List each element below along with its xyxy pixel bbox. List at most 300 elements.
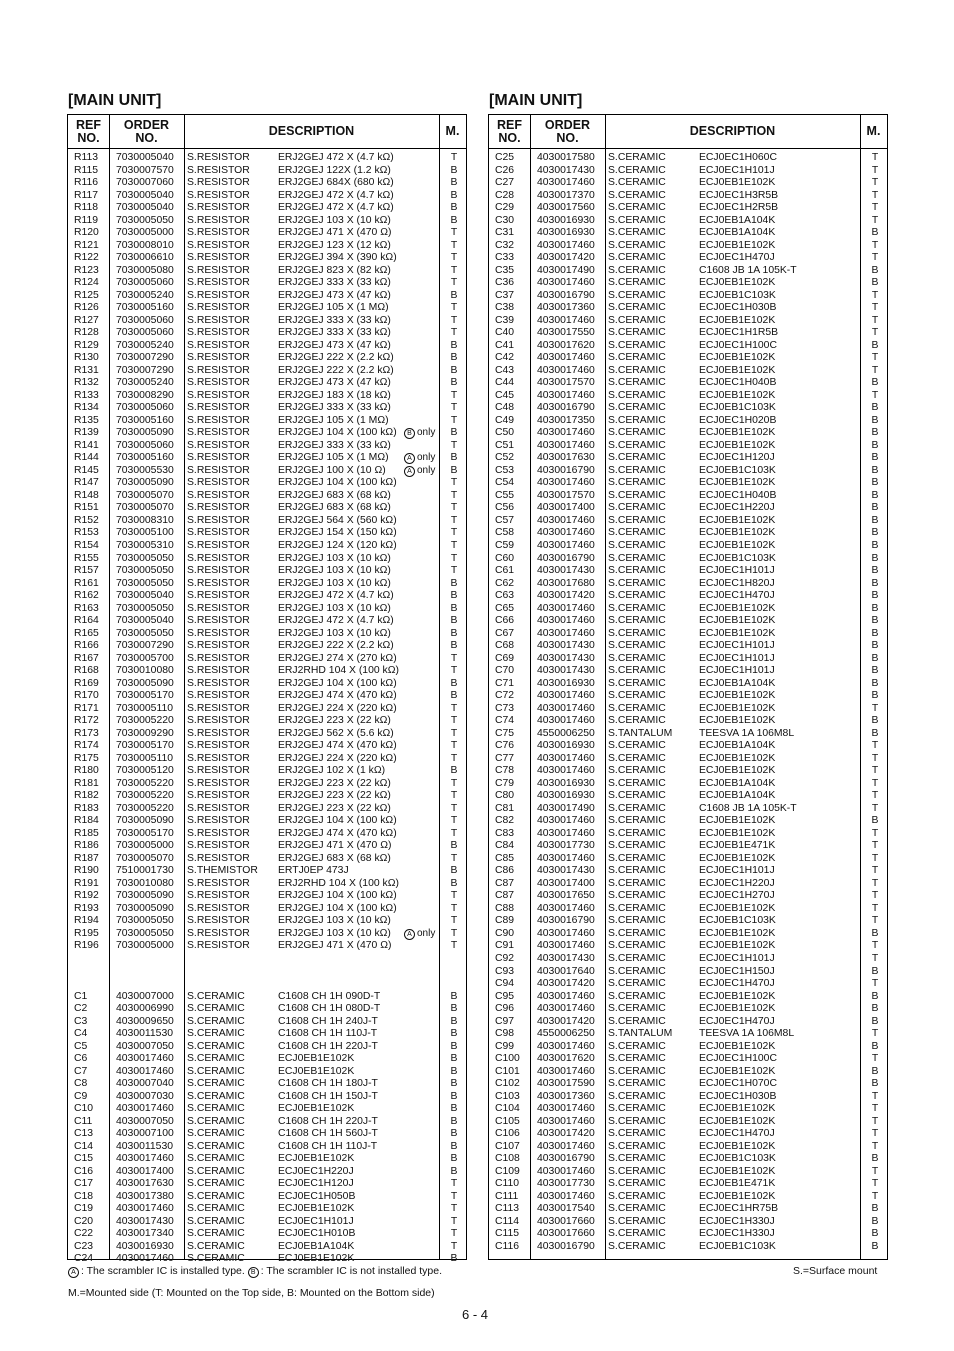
- part-type-cell: S.RESISTOR: [187, 352, 250, 364]
- ref-no-cell: C5: [74, 1040, 88, 1052]
- mounted-side-cell: T: [450, 1203, 458, 1215]
- order-no-cell: 4030017730: [537, 840, 595, 852]
- order-no-cell: 7030005310: [116, 539, 174, 551]
- part-value-cell: ECJ0EB1E102K: [699, 1103, 776, 1115]
- part-type-cell: S.CERAMIC: [608, 865, 666, 877]
- part-value-cell: ECJ0EC1H060C: [699, 152, 777, 163]
- part-type-cell: S.CERAMIC: [608, 1215, 666, 1227]
- part-type-cell: S.CERAMIC: [608, 940, 666, 952]
- part-type-cell: S.CERAMIC: [608, 802, 666, 814]
- order-no-cell: 7030005060: [116, 402, 174, 414]
- mounted-side-cell: B: [871, 464, 879, 476]
- part-type-cell: S.CERAMIC: [608, 202, 666, 214]
- mounted-side-cell: T: [871, 152, 879, 163]
- order-no-cell: 4030017460: [537, 702, 595, 714]
- table-row: [489, 340, 887, 353]
- table-row: [489, 377, 887, 390]
- mounted-side-cell: B: [871, 1153, 879, 1165]
- part-type-cell: S.CERAMIC: [608, 640, 666, 652]
- part-type-cell: S.RESISTOR: [187, 164, 250, 176]
- part-type-cell: S.CERAMIC: [608, 1065, 666, 1077]
- part-value-cell: ERJ2GEJ 104 X (100 kΩ): [278, 677, 397, 689]
- page-number: 6 - 4: [462, 1307, 489, 1322]
- order-no-cell: 4030017460: [537, 927, 595, 939]
- ref-no-cell: R132: [74, 377, 99, 389]
- part-type-cell: S.RESISTOR: [187, 577, 250, 589]
- order-no-cell: 7030007060: [116, 177, 174, 189]
- ref-no-cell: C70: [495, 665, 515, 677]
- table-row: [68, 828, 466, 841]
- order-no-cell: 7030005120: [116, 765, 174, 777]
- part-type-cell: S.CERAMIC: [608, 927, 666, 939]
- ref-no-cell: R144: [74, 452, 99, 464]
- table-row: [68, 753, 466, 766]
- order-no-cell: 4030017460: [537, 277, 595, 289]
- part-type-cell: S.CERAMIC: [608, 364, 666, 376]
- table-row: [68, 991, 466, 1004]
- ref-no-cell: R163: [74, 602, 99, 614]
- table-row: [68, 427, 466, 440]
- mounted-side-cell: T: [871, 877, 879, 889]
- part-type-cell: S.CERAMIC: [608, 377, 666, 389]
- mounted-side-cell: T: [871, 327, 879, 339]
- order-no-cell: 4030017460: [537, 364, 595, 376]
- ref-no-cell: R123: [74, 264, 99, 276]
- part-type-cell: S.CERAMIC: [608, 389, 666, 401]
- right-section-title: [MAIN UNIT]: [489, 92, 583, 109]
- table-row: [489, 715, 887, 728]
- part-type-cell: S.CERAMIC: [608, 164, 666, 176]
- part-type-cell: S.CERAMIC: [608, 489, 666, 501]
- ref-no-cell: C33: [495, 252, 515, 264]
- mounted-side-cell: B: [450, 1040, 458, 1052]
- mounted-side-cell: B: [871, 339, 879, 351]
- part-type-cell: S.CERAMIC: [608, 239, 666, 251]
- ref-no-cell: R118: [74, 202, 99, 214]
- table-row: [68, 165, 466, 178]
- order-no-cell: 4030016790: [537, 1153, 595, 1165]
- mounted-side-cell: T: [871, 777, 879, 789]
- part-value-cell: ECJ0EB1E102K: [699, 690, 776, 702]
- order-no-cell: 4030017620: [537, 1053, 595, 1065]
- order-no-cell: 4030017380: [116, 1190, 174, 1202]
- ref-no-cell: C103: [495, 1090, 520, 1102]
- mounted-side-cell: T: [450, 552, 458, 564]
- ref-no-cell: R151: [74, 502, 99, 514]
- ref-no-cell: R155: [74, 552, 99, 564]
- table-row: [489, 490, 887, 503]
- order-no-cell: 4030017460: [537, 1140, 595, 1152]
- order-no-cell: 4030016790: [537, 915, 595, 927]
- ref-no-cell: R166: [74, 640, 99, 652]
- ref-no-cell: R120: [74, 227, 99, 239]
- ref-no-cell: C66: [495, 615, 515, 627]
- part-type-cell: S.CERAMIC: [608, 590, 666, 602]
- mounted-side-cell: T: [871, 1053, 879, 1065]
- table-row: [489, 753, 887, 766]
- part-type-cell: S.RESISTOR: [187, 464, 250, 476]
- part-value-cell: ECJ0EC1H100C: [699, 1053, 777, 1065]
- ref-no-cell: C39: [495, 314, 515, 326]
- ref-no-cell: C107: [495, 1140, 520, 1152]
- mounted-side-cell: B: [450, 1078, 458, 1090]
- table-row: [489, 202, 887, 215]
- part-value-cell: ERJ2GEJ 105 X (1 MΩ): [278, 302, 389, 314]
- part-type-cell: S.RESISTOR: [187, 827, 250, 839]
- order-no-cell: 4030017340: [116, 1228, 174, 1240]
- ref-no-cell: R180: [74, 765, 99, 777]
- ref-no-cell: C31: [495, 227, 515, 239]
- mounted-side-cell: T: [450, 502, 458, 514]
- mounted-side-cell: T: [450, 252, 458, 264]
- mounted-side-cell: B: [871, 815, 879, 827]
- table-row: [68, 540, 466, 553]
- order-no-cell: 7030005070: [116, 489, 174, 501]
- scrambler-not-installed-note: : The scrambler IC is not installed type.: [260, 1265, 443, 1277]
- part-value-cell: ERJ2GEJ 224 X (220 kΩ): [278, 752, 397, 764]
- table-row: [68, 327, 466, 340]
- mounted-side-cell: B: [450, 865, 458, 877]
- order-no-cell: 7030005170: [116, 690, 174, 702]
- table-row: [489, 728, 887, 741]
- table-row: [68, 903, 466, 916]
- order-no-cell: 7030008290: [116, 389, 174, 401]
- part-value-cell: ECJ0EC1H1R5B: [699, 327, 779, 339]
- ref-no-cell: C108: [495, 1153, 520, 1165]
- mounted-side-cell: B: [450, 1165, 458, 1177]
- ref-no-cell: R128: [74, 327, 99, 339]
- table-row: [68, 277, 466, 290]
- part-type-cell: S.CERAMIC: [608, 665, 666, 677]
- ref-no-header: REF NO.: [76, 117, 101, 145]
- part-type-cell: S.RESISTOR: [187, 552, 250, 564]
- part-type-cell: S.CERAMIC: [608, 227, 666, 239]
- ref-no-cell: C69: [495, 652, 515, 664]
- ref-no-cell: C48: [495, 402, 515, 414]
- ref-no-cell: R185: [74, 827, 99, 839]
- order-no-cell: 4030017460: [116, 1065, 174, 1077]
- part-type-cell: S.CERAMIC: [608, 527, 666, 539]
- part-type-cell: S.RESISTOR: [187, 527, 250, 539]
- mounted-side-cell: T: [871, 252, 879, 264]
- part-type-cell: S.RESISTOR: [187, 915, 250, 927]
- table-row: [68, 415, 466, 428]
- table-row: [489, 803, 887, 816]
- mounted-side-cell: T: [450, 790, 458, 802]
- table-row: [68, 653, 466, 666]
- table-row: [489, 415, 887, 428]
- order-no-cell: 4030007040: [116, 1078, 174, 1090]
- ref-no-cell: C82: [495, 815, 515, 827]
- part-type-cell: S.CERAMIC: [608, 602, 666, 614]
- ref-no-cell: C102: [495, 1078, 520, 1090]
- table-row: [68, 1216, 466, 1229]
- table-row: [489, 177, 887, 190]
- order-no-cell: 4030017590: [537, 1078, 595, 1090]
- part-value-cell: ERJ2GEJ 684X (680 kΩ): [278, 177, 394, 189]
- table-row: [68, 740, 466, 753]
- table-row: [489, 653, 887, 666]
- part-type-cell: S.CERAMIC: [187, 1240, 245, 1252]
- circle-a-symbol: A: [68, 1267, 79, 1278]
- right-rows: [489, 152, 887, 1253]
- part-value-cell: ERJ2GEJ 683 X (68 kΩ): [278, 852, 391, 864]
- order-no-cell: 4030016790: [537, 552, 595, 564]
- order-no-cell: 4030017400: [116, 1165, 174, 1177]
- order-no-cell: 7030005700: [116, 652, 174, 664]
- part-type-cell: S.RESISTOR: [187, 277, 250, 289]
- ref-no-cell: R168: [74, 665, 99, 677]
- part-type-cell: S.CERAMIC: [608, 852, 666, 864]
- part-type-cell: S.CERAMIC: [608, 877, 666, 889]
- part-type-cell: S.RESISTOR: [187, 565, 250, 577]
- part-type-cell: S.RESISTOR: [187, 740, 250, 752]
- part-type-cell: S.CERAMIC: [608, 252, 666, 264]
- mounted-side-cell: B: [871, 577, 879, 589]
- mounted-side-cell: B: [450, 1003, 458, 1015]
- part-type-cell: S.RESISTOR: [187, 177, 250, 189]
- part-value-cell: ECJ0EB1E102K: [278, 1203, 355, 1215]
- mounted-side-cell: B: [871, 1228, 879, 1240]
- table-row: [489, 1203, 887, 1216]
- mounted-side-cell: T: [450, 152, 458, 163]
- mounted-side-cell: T: [871, 740, 879, 752]
- ref-no-cell: C83: [495, 827, 515, 839]
- part-value-cell: ERJ2GEJ 103 X (10 kΩ): [278, 565, 391, 577]
- mounted-side-header: M.: [866, 124, 881, 138]
- part-type-cell: S.CERAMIC: [608, 1053, 666, 1065]
- table-row: [489, 628, 887, 641]
- mounted-side-cell: B: [871, 665, 879, 677]
- mounted-side-cell: B: [871, 677, 879, 689]
- mounted-side-cell: T: [450, 227, 458, 239]
- mounted-side-cell: T: [450, 477, 458, 489]
- ref-no-cell: C97: [495, 1015, 515, 1027]
- mounted-side-cell: T: [450, 740, 458, 752]
- part-type-cell: S.CERAMIC: [608, 152, 666, 163]
- part-value-cell: ECJ0EB1A104K: [699, 214, 776, 226]
- ref-no-cell: R195: [74, 927, 99, 939]
- part-value-cell: ECJ0EC1H150J: [699, 965, 775, 977]
- part-value-cell: ECJ0EC1H020B: [699, 414, 777, 426]
- ref-no-cell: C4: [74, 1028, 88, 1040]
- table-row: [68, 340, 466, 353]
- part-value-cell: ERJ2GEJ 154 X (150 kΩ): [278, 527, 397, 539]
- order-no-cell: 7030005050: [116, 214, 174, 226]
- ref-no-cell: C115: [495, 1228, 520, 1240]
- table-row: [489, 590, 887, 603]
- mounted-side-cell: B: [450, 1115, 458, 1127]
- table-row: [489, 165, 887, 178]
- table-row: [489, 690, 887, 703]
- ref-no-cell: C105: [495, 1115, 520, 1127]
- order-no-cell: 4030017430: [537, 652, 595, 664]
- mounted-side-cell: T: [450, 890, 458, 902]
- ref-no-cell: R183: [74, 802, 99, 814]
- ref-no-cell: C35: [495, 264, 515, 276]
- part-value-cell: C1608 CH 1H 180J-T: [278, 1078, 378, 1090]
- mounted-side-cell: B: [450, 877, 458, 889]
- table-row: [68, 715, 466, 728]
- part-type-cell: S.TANTALUM: [608, 1028, 673, 1040]
- order-no-cell: 4030017460: [116, 1153, 174, 1165]
- ref-no-cell: C56: [495, 502, 515, 514]
- order-no-cell: 4030017460: [537, 514, 595, 526]
- part-value-cell: ECJ0EC1H030B: [699, 1090, 777, 1102]
- ref-no-cell: C50: [495, 427, 515, 439]
- part-value-cell: C1608 CH 1H 150J-T: [278, 1090, 378, 1102]
- part-value-cell: ERJ2GEJ 683 X (68 kΩ): [278, 489, 391, 501]
- part-type-cell: S.RESISTOR: [187, 189, 250, 201]
- order-no-cell: 4030017460: [537, 602, 595, 614]
- mounted-side-cell: T: [871, 1028, 879, 1040]
- part-value-cell: ERJ2GEJ 104 X (100 kΩ): [278, 477, 397, 489]
- order-no-cell: 7030005000: [116, 940, 174, 952]
- table-row: [68, 1166, 466, 1179]
- part-type-cell: S.CERAMIC: [608, 978, 666, 990]
- ref-no-cell: C40: [495, 327, 515, 339]
- ref-no-cell: C76: [495, 740, 515, 752]
- ref-no-cell: C85: [495, 852, 515, 864]
- table-row: [489, 790, 887, 803]
- ref-no-cell: R184: [74, 815, 99, 827]
- ref-no-cell: C81: [495, 802, 515, 814]
- order-no-cell: 4030011530: [116, 1140, 174, 1152]
- ref-no-cell: C3: [74, 1015, 88, 1027]
- table-row: [68, 177, 466, 190]
- mounted-side-cell: B: [871, 377, 879, 389]
- mounted-side-cell: B: [871, 414, 879, 426]
- table-row: [489, 1228, 887, 1241]
- mounted-side-cell: T: [450, 1240, 458, 1252]
- part-type-cell: S.CERAMIC: [187, 1065, 245, 1077]
- ref-no-cell: C57: [495, 514, 515, 526]
- table-row: [489, 678, 887, 691]
- part-value-cell: ERJ2GEJ 474 X (470 kΩ): [278, 827, 397, 839]
- order-no-cell: 7030005060: [116, 277, 174, 289]
- mounted-side-cell: B: [450, 1253, 458, 1265]
- ref-no-cell: C110: [495, 1178, 520, 1190]
- order-no-cell: 7030005060: [116, 314, 174, 326]
- table-row: [489, 290, 887, 303]
- order-no-cell: 4550006250: [537, 1028, 595, 1040]
- scrambler-installed-note: : The scrambler IC is installed type.: [81, 1265, 245, 1277]
- ref-no-cell: R145: [74, 464, 99, 476]
- ref-no-cell: C7: [74, 1065, 88, 1077]
- part-type-cell: S.RESISTOR: [187, 327, 250, 339]
- order-no-header: ORDER NO.: [544, 117, 591, 145]
- mounted-side-cell: B: [450, 202, 458, 214]
- ref-no-cell: C79: [495, 777, 515, 789]
- part-type-cell: S.CERAMIC: [608, 314, 666, 326]
- mounted-side-cell: T: [450, 439, 458, 451]
- ref-no-cell: C10: [74, 1103, 94, 1115]
- part-value-cell: ERJ2GEJ 564 X (560 kΩ): [278, 514, 397, 526]
- part-value-cell: ECJ0EB1A104K: [699, 677, 776, 689]
- ref-no-cell: R175: [74, 752, 99, 764]
- table-row: [68, 615, 466, 628]
- part-type-cell: S.RESISTOR: [187, 339, 250, 351]
- ref-no-cell: C88: [495, 902, 515, 914]
- part-type-cell: S.CERAMIC: [608, 902, 666, 914]
- mounted-side-cell: B: [871, 264, 879, 276]
- part-type-cell: S.CERAMIC: [608, 1153, 666, 1165]
- part-type-cell: S.RESISTOR: [187, 214, 250, 226]
- ref-no-cell: C116: [495, 1240, 520, 1252]
- table-row: [68, 352, 466, 365]
- table-row: [68, 1116, 466, 1129]
- ref-no-cell: R131: [74, 364, 99, 376]
- mounted-side-cell: B: [871, 715, 879, 727]
- part-value-cell: ECJ0EB1E102K: [699, 940, 776, 952]
- part-value-cell: ECJ0EC1H470J: [699, 1128, 775, 1140]
- order-no-cell: 4030017460: [537, 827, 595, 839]
- order-no-cell: 4030016790: [537, 1240, 595, 1252]
- part-value-cell: ECJ0EC1H120J: [699, 452, 775, 464]
- order-no-cell: 4030017490: [537, 802, 595, 814]
- mounted-side-cell: B: [871, 1078, 879, 1090]
- table-row: [68, 1053, 466, 1066]
- order-no-cell: 7030005170: [116, 827, 174, 839]
- part-value-cell: ERJ2GEJ 333 X (33 kΩ): [278, 402, 391, 414]
- order-no-cell: 7030005090: [116, 477, 174, 489]
- ref-no-cell: C20: [74, 1215, 94, 1227]
- mounted-side-cell: T: [450, 752, 458, 764]
- ref-no-cell: C27: [495, 177, 515, 189]
- ref-no-cell: R196: [74, 940, 99, 952]
- part-value-cell: ERJ2RHD 104 X (100 kΩ): [278, 665, 399, 677]
- table-row: [489, 390, 887, 403]
- part-type-cell: S.CERAMIC: [608, 1040, 666, 1052]
- table-header: [489, 115, 887, 149]
- part-type-cell: S.CERAMIC: [608, 765, 666, 777]
- order-no-cell: 4030017570: [537, 377, 595, 389]
- table-row: [489, 1078, 887, 1091]
- order-no-cell: 7030005170: [116, 740, 174, 752]
- table-row: [489, 540, 887, 553]
- part-type-cell: S.RESISTOR: [187, 890, 250, 902]
- ref-no-cell: R187: [74, 852, 99, 864]
- part-type-cell: S.CERAMIC: [608, 565, 666, 577]
- table-row: [68, 778, 466, 791]
- mounted-side-cell: T: [450, 302, 458, 314]
- mounted-side-cell: T: [871, 214, 879, 226]
- part-type-cell: S.CERAMIC: [608, 414, 666, 426]
- mounted-side-cell: T: [871, 802, 879, 814]
- variant-note-text: only: [417, 927, 436, 939]
- mounted-side-cell: T: [871, 389, 879, 401]
- part-value-cell: ECJ0EB1E102K: [699, 352, 776, 364]
- order-no-cell: 7030005040: [116, 590, 174, 602]
- part-value-cell: ERJ2GEJ 100 X (10 Ω): [278, 464, 386, 476]
- table-row: [68, 578, 466, 591]
- order-no-header: ORDER NO.: [123, 117, 170, 145]
- order-no-cell: 4030017560: [537, 202, 595, 214]
- variant-note-cell: [404, 452, 435, 465]
- ref-no-cell: C42: [495, 352, 515, 364]
- mounted-side-cell: T: [450, 527, 458, 539]
- table-row: [489, 1241, 887, 1254]
- table-row: [489, 190, 887, 203]
- ref-no-cell: C93: [495, 965, 515, 977]
- part-value-cell: ECJ0EB1E102K: [699, 1115, 776, 1127]
- ref-no-cell: R113: [74, 152, 99, 163]
- table-row: [68, 1066, 466, 1079]
- part-type-cell: S.RESISTOR: [187, 765, 250, 777]
- table-row: [489, 427, 887, 440]
- mounted-side-cell: B: [871, 277, 879, 289]
- part-type-cell: S.CERAMIC: [187, 1253, 245, 1265]
